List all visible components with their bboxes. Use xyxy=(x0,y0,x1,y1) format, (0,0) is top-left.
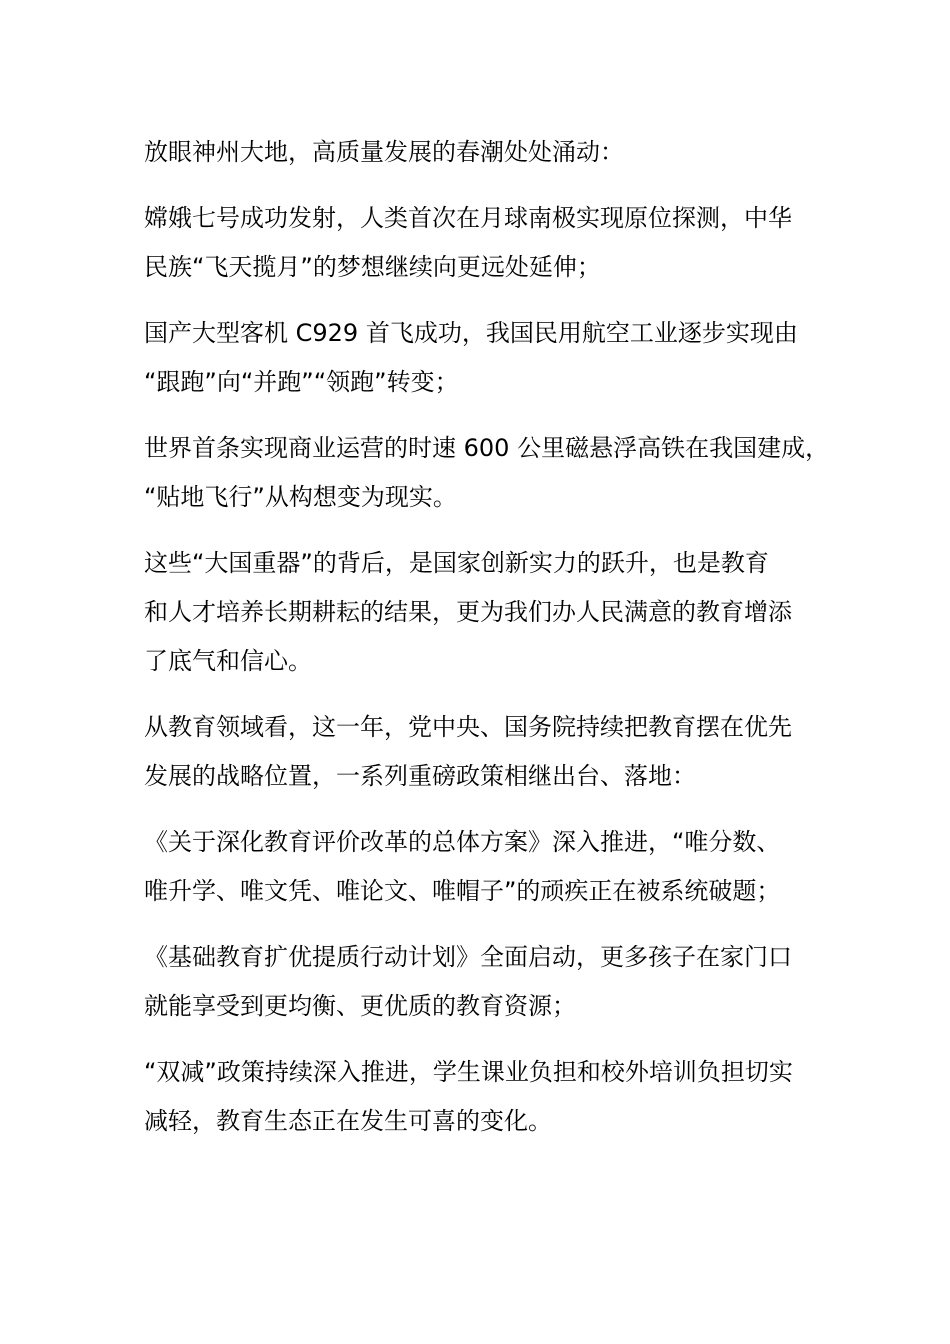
text-line: 唯升学、唯文凭、唯论文、唯帽子”的顽疾正在被系统破题； xyxy=(144,877,781,905)
document-body xyxy=(144,128,834,1163)
paragraph-5 xyxy=(144,539,834,686)
text-line: 民族“飞天揽月”的梦想继续向更远处延伸； xyxy=(144,253,601,281)
paragraph-9 xyxy=(144,1048,834,1146)
text-line: 就能享受到更均衡、更优质的教育资源； xyxy=(144,992,576,1020)
text-line: 和人才培养长期耕耘的结果，更为我们办人民满意的教育增添 xyxy=(144,598,792,626)
paragraph-8 xyxy=(144,933,834,1031)
text-line: 了底气和信心。 xyxy=(144,647,312,675)
text-line: 这些“大国重器”的背后，是国家创新实力的跃升，也是教育 xyxy=(144,549,769,577)
text-line: 国产大型客机 C929 首飞成功，我国民用航空工业逐步实现由 xyxy=(144,319,798,347)
text-line: 发展的战略位置，一系列重磅政策相继出台、落地： xyxy=(144,762,696,790)
paragraph-6 xyxy=(144,703,834,801)
paragraph-7 xyxy=(144,818,834,916)
paragraph-3 xyxy=(144,309,834,407)
text-line: “双减”政策持续深入推进，学生课业负担和校外培训负担切实 xyxy=(144,1058,793,1086)
text-line: 《关于深化教育评价改革的总体方案》深入推进，“唯分数、 xyxy=(144,828,781,856)
text-line: 世界首条实现商业运营的时速 600 公里磁悬浮高铁在我国建成， xyxy=(144,434,830,462)
paragraph-1 xyxy=(144,128,834,177)
text-line: “贴地飞行”从构想变为现实。 xyxy=(144,483,457,511)
text-line: 嫦娥七号成功发射，人类首次在月球南极实现原位探测，中华 xyxy=(144,204,792,232)
text-line: 从教育领域看，这一年，党中央、国务院持续把教育摆在优先 xyxy=(144,713,792,741)
text-line: “跟跑”向“并跑”“领跑”转变； xyxy=(144,368,459,396)
text-line: 放眼神州大地，高质量发展的春潮处处涌动： xyxy=(144,138,624,166)
paragraph-4 xyxy=(144,424,834,522)
paragraph-2 xyxy=(144,194,834,292)
text-line: 《基础教育扩优提质行动计划》全面启动，更多孩子在家门口 xyxy=(144,943,792,971)
text-line: 减轻，教育生态正在发生可喜的变化。 xyxy=(144,1107,552,1135)
